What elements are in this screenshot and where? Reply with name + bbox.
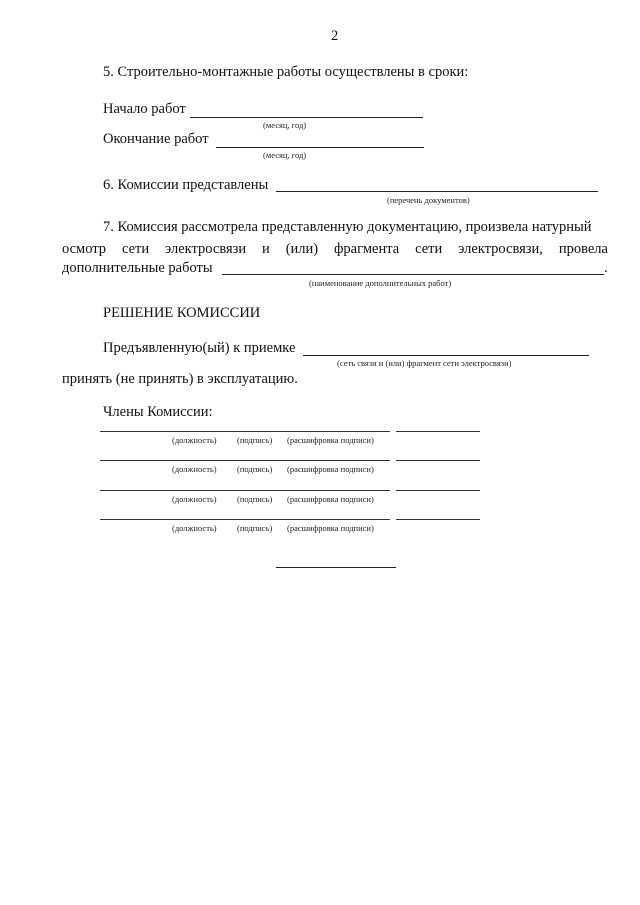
item7-line3: дополнительные работы xyxy=(62,260,213,276)
item7-word: электросвязи xyxy=(165,241,247,257)
item7-word: фрагмента xyxy=(334,241,400,257)
signature-line-segment xyxy=(290,519,390,520)
signature-line-segment xyxy=(290,431,390,432)
signature-line-segment xyxy=(290,460,390,461)
member-signature-caption: (подпись) xyxy=(237,435,273,445)
bottom-line xyxy=(276,567,396,568)
decision-heading: РЕШЕНИЕ КОМИССИИ xyxy=(103,305,261,321)
signature-line-segment xyxy=(396,431,480,432)
item7-word: сети xyxy=(415,241,443,257)
members-label: Члены Комиссии: xyxy=(103,404,213,420)
item6-label: 6. Комиссии представлены xyxy=(103,177,269,193)
item7-word: и xyxy=(262,241,270,257)
member-decoding-caption: (расшифровка подписи) xyxy=(287,435,374,445)
member-position-caption: (должность) xyxy=(172,464,217,474)
member-decoding-caption: (расшифровка подписи) xyxy=(287,494,374,504)
documents-caption: (перечень документов) xyxy=(387,195,470,205)
presented-label: Предъявленную(ый) к приемке xyxy=(103,340,296,356)
signature-line-segment xyxy=(238,431,290,432)
signature-line-segment xyxy=(100,519,238,520)
signature-line-segment xyxy=(100,490,238,491)
additional-works-caption: (наименование дополнительных работ) xyxy=(309,278,452,288)
item7-word: (или) xyxy=(285,241,319,257)
signature-line-segment xyxy=(100,460,238,461)
signature-line-segment xyxy=(396,460,480,461)
start-date-caption: (месяц, год) xyxy=(263,120,307,130)
documents-field[interactable] xyxy=(276,191,598,192)
item7-word: осмотр xyxy=(62,241,107,257)
page-number: 2 xyxy=(331,28,339,44)
member-signature-caption: (подпись) xyxy=(237,523,273,533)
signature-line-segment xyxy=(396,519,480,520)
member-decoding-caption: (расшифровка подписи) xyxy=(287,464,374,474)
signature-line-segment xyxy=(238,519,290,520)
item7-word: провела xyxy=(558,241,608,257)
start-date-label: Начало работ xyxy=(103,101,186,117)
end-date-field[interactable] xyxy=(216,147,424,148)
member-position-caption: (должность) xyxy=(172,523,217,533)
additional-works-field[interactable] xyxy=(222,274,604,275)
network-field[interactable] xyxy=(303,355,589,356)
signature-line-segment xyxy=(238,490,290,491)
member-decoding-caption: (расшифровка подписи) xyxy=(287,523,374,533)
item7-line1: 7. Комиссия рассмотрела представленную документацию, произвела натурный xyxy=(103,219,592,235)
signature-line-segment xyxy=(290,490,390,491)
signature-line-segment xyxy=(100,431,238,432)
member-signature-caption: (подпись) xyxy=(237,464,273,474)
end-date-label: Окончание работ xyxy=(103,131,209,147)
accept-text: принять (не принять) в эксплуатацию. xyxy=(62,371,298,387)
network-caption: (сеть связи и (или) фрагмент сети электросвязи) xyxy=(337,358,512,368)
item7-word: сети xyxy=(121,241,150,257)
member-position-caption: (должность) xyxy=(172,435,217,445)
member-position-caption: (должность) xyxy=(172,494,217,504)
start-date-field[interactable] xyxy=(190,117,423,118)
member-signature-caption: (подпись) xyxy=(237,494,273,504)
item7-line2 xyxy=(62,241,608,258)
signature-line-segment xyxy=(238,460,290,461)
item5-heading: 5. Строительно-монтажные работы осуществлены в сроки: xyxy=(103,64,469,80)
item7-end-period: . xyxy=(604,260,608,276)
end-date-caption: (месяц, год) xyxy=(263,150,307,160)
item7-word: электросвязи, xyxy=(458,241,543,257)
signature-line-segment xyxy=(396,490,480,491)
